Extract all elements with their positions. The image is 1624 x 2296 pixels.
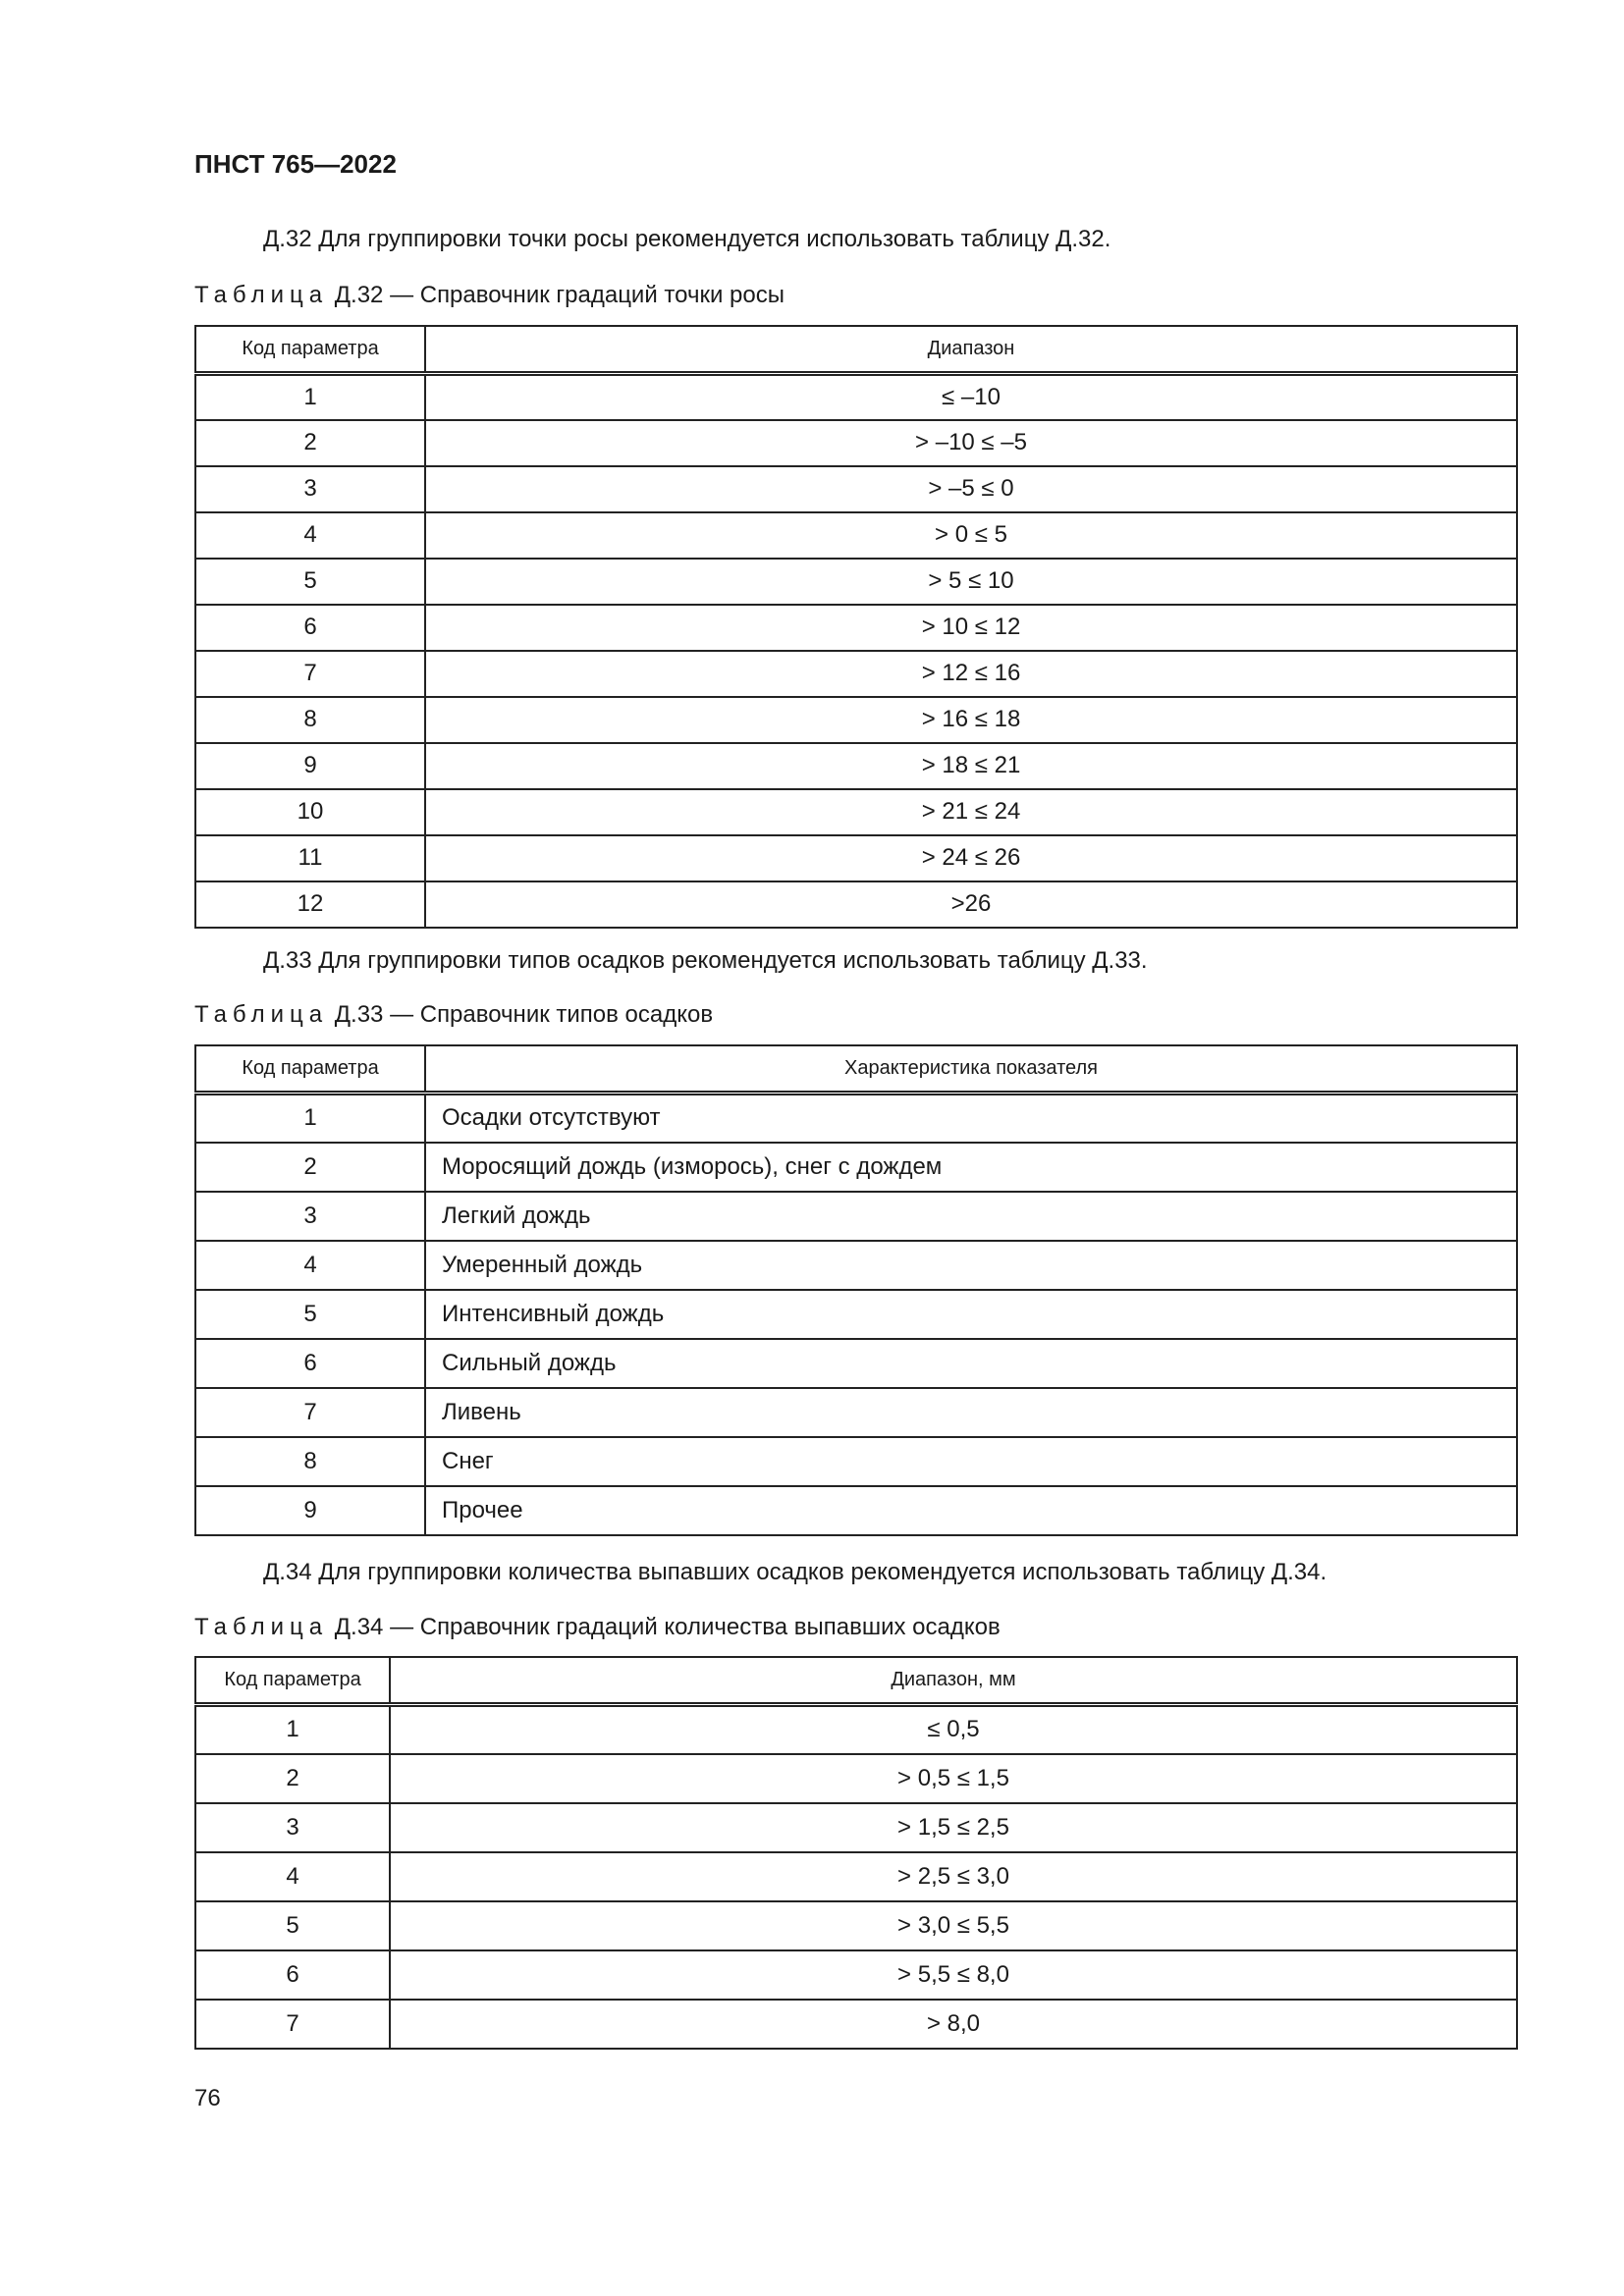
table-row <box>195 835 1517 881</box>
cell-value: Прочее <box>425 1486 1517 1535</box>
cell-code: 8 <box>195 1437 425 1486</box>
cell-value: Легкий дождь <box>425 1192 1517 1241</box>
cell-code: 8 <box>195 697 425 743</box>
table-row <box>195 881 1517 928</box>
header-code: Код параметра <box>195 1045 425 1094</box>
table-row <box>195 1950 1517 2000</box>
cell-code: 7 <box>195 1388 425 1437</box>
cell-code: 6 <box>195 1339 425 1388</box>
table-d33 <box>194 1044 1518 1536</box>
table-d34 <box>194 1656 1518 2050</box>
cell-value: > 0,5 ≤ 1,5 <box>390 1754 1517 1803</box>
cell-value: > 2,5 ≤ 3,0 <box>390 1852 1517 1901</box>
cell-value: > 10 ≤ 12 <box>425 605 1517 651</box>
cell-code: 4 <box>195 1241 425 1290</box>
table-row <box>195 789 1517 835</box>
cell-value: > 21 ≤ 24 <box>425 789 1517 835</box>
table-row <box>195 512 1517 559</box>
cell-value: Моросящий дождь (изморось), снег с дождем <box>425 1143 1517 1192</box>
table-row <box>195 743 1517 789</box>
cell-code: 6 <box>195 605 425 651</box>
table-row <box>195 1803 1517 1852</box>
caption-text: Д.34 — Справочник градаций количества выпавших осадков <box>328 1614 1001 1640</box>
cell-code: 6 <box>195 1950 390 2000</box>
header-code: Код параметра <box>195 1657 390 1705</box>
cell-value: Осадки отсутствуют <box>425 1094 1517 1143</box>
cell-value: > 24 ≤ 26 <box>425 835 1517 881</box>
table-row <box>195 1388 1517 1437</box>
cell-code: 4 <box>195 1852 390 1901</box>
caption-word: Таблица <box>194 282 329 308</box>
cell-code: 2 <box>195 1754 390 1803</box>
page-number: 76 <box>194 2085 221 2111</box>
cell-code: 2 <box>195 420 425 466</box>
cell-code: 5 <box>195 1901 390 1950</box>
table-row <box>195 466 1517 512</box>
cell-code: 5 <box>195 1290 425 1339</box>
cell-value: > 16 ≤ 18 <box>425 697 1517 743</box>
table-row <box>195 1705 1517 1754</box>
table-row <box>195 1901 1517 1950</box>
table-row <box>195 1143 1517 1192</box>
table-row <box>195 1852 1517 1901</box>
cell-code: 1 <box>195 1094 425 1143</box>
cell-value: > –10 ≤ –5 <box>425 420 1517 466</box>
table-row <box>195 559 1517 605</box>
cell-value: > 0 ≤ 5 <box>425 512 1517 559</box>
cell-code: 5 <box>195 559 425 605</box>
cell-code: 4 <box>195 512 425 559</box>
table-row <box>195 1094 1517 1143</box>
header-code: Код параметра <box>195 326 425 374</box>
table-row <box>195 1437 1517 1486</box>
cell-code: 3 <box>195 1192 425 1241</box>
table-row <box>195 1290 1517 1339</box>
cell-code: 7 <box>195 2000 390 2049</box>
table-row <box>195 1339 1517 1388</box>
table-caption-d32 <box>194 282 785 309</box>
cell-value: > 5 ≤ 10 <box>425 559 1517 605</box>
cell-value: >26 <box>425 881 1517 928</box>
cell-value: Умеренный дождь <box>425 1241 1517 1290</box>
header-characteristic: Характеристика показателя <box>425 1045 1517 1094</box>
cell-code: 1 <box>195 374 425 420</box>
cell-code: 2 <box>195 1143 425 1192</box>
cell-value: > 5,5 ≤ 8,0 <box>390 1950 1517 2000</box>
cell-code: 10 <box>195 789 425 835</box>
header-range-mm: Диапазон, мм <box>390 1657 1517 1705</box>
caption-word: Таблица <box>194 1614 329 1640</box>
table-row <box>195 1241 1517 1290</box>
header-range: Диапазон <box>425 326 1517 374</box>
cell-value: Ливень <box>425 1388 1517 1437</box>
cell-value: Сильный дождь <box>425 1339 1517 1388</box>
caption-text: Д.33 — Справочник типов осадков <box>328 1001 714 1028</box>
caption-text: Д.32 — Справочник градаций точки росы <box>328 282 785 308</box>
cell-code: 1 <box>195 1705 390 1754</box>
cell-value: > 3,0 ≤ 5,5 <box>390 1901 1517 1950</box>
table-row <box>195 1486 1517 1535</box>
cell-code: 9 <box>195 1486 425 1535</box>
cell-value: Снег <box>425 1437 1517 1486</box>
table-row <box>195 651 1517 697</box>
table-row <box>195 697 1517 743</box>
cell-code: 9 <box>195 743 425 789</box>
cell-code: 11 <box>195 835 425 881</box>
caption-word: Таблица <box>194 1001 329 1028</box>
table-row <box>195 420 1517 466</box>
cell-value: > –5 ≤ 0 <box>425 466 1517 512</box>
cell-code: 12 <box>195 881 425 928</box>
paragraph-d32: Д.32 Для группировки точки росы рекомендуется использовать таблицу Д.32. <box>263 226 1111 252</box>
cell-code: 3 <box>195 466 425 512</box>
cell-value: > 1,5 ≤ 2,5 <box>390 1803 1517 1852</box>
cell-value: ≤ –10 <box>425 374 1517 420</box>
table-row <box>195 1192 1517 1241</box>
cell-code: 7 <box>195 651 425 697</box>
paragraph-d34: Д.34 Для группировки количества выпавших осадков рекомендуется использовать таблицу Д.34. <box>263 1559 1327 1585</box>
table-caption-d34 <box>194 1614 1001 1641</box>
table-caption-d33 <box>194 1001 713 1029</box>
table-row <box>195 2000 1517 2049</box>
table-row <box>195 605 1517 651</box>
cell-value: > 12 ≤ 16 <box>425 651 1517 697</box>
document-code: ПНСТ 765—2022 <box>194 149 397 179</box>
table-d32 <box>194 325 1518 929</box>
cell-value: Интенсивный дождь <box>425 1290 1517 1339</box>
paragraph-d33: Д.33 Для группировки типов осадков рекомендуется использовать таблицу Д.33. <box>263 947 1148 974</box>
table-row <box>195 1754 1517 1803</box>
cell-value: > 18 ≤ 21 <box>425 743 1517 789</box>
cell-code: 3 <box>195 1803 390 1852</box>
cell-value: ≤ 0,5 <box>390 1705 1517 1754</box>
table-row <box>195 374 1517 420</box>
cell-value: > 8,0 <box>390 2000 1517 2049</box>
